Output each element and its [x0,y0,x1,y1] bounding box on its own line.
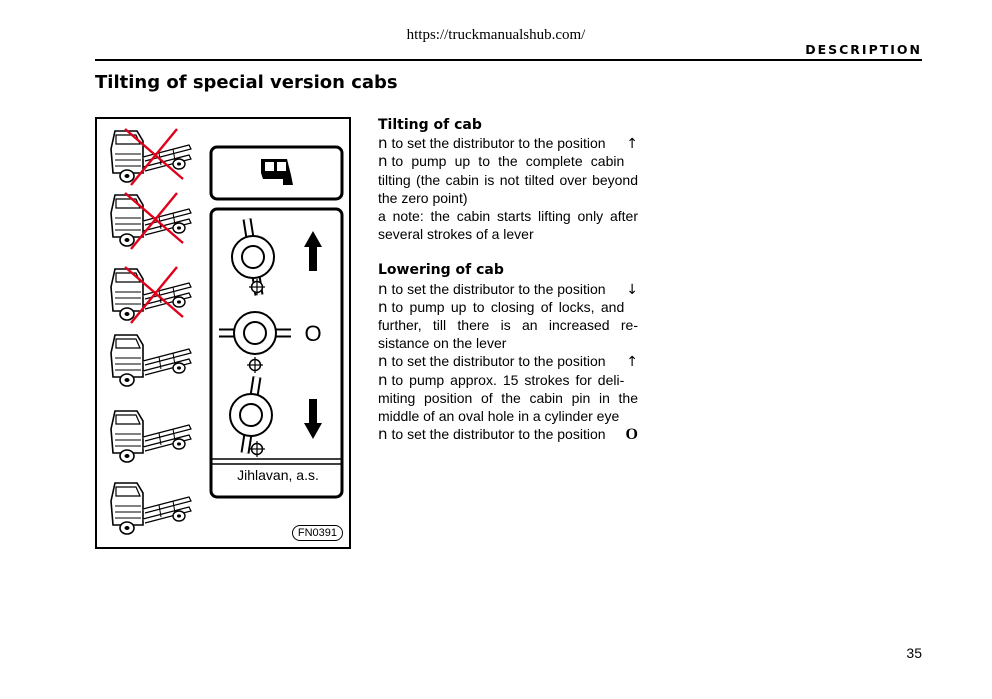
lever-position-panel [211,209,342,497]
list-item [378,152,638,207]
tilting-heading: Tilting of cab [378,117,482,133]
list-item-text: to pump approx. 15 strokes for deli-miting position of the cabin pin in the middle of an oval hole in a cylinder eye [378,371,638,425]
bullet-icon: n [378,134,388,153]
bullet-icon: n [378,370,388,389]
list-item-text: to set the distributor to the position [391,280,606,297]
bullet-icon: n [378,425,388,444]
list-item-text: to pump up to the complete cabin tilting (the cabin is not tilted over beyond the zero point) [378,153,638,206]
bullet-icon: n [378,352,388,371]
cab-tilted-icon [211,147,342,199]
truck-allowed-icon [111,411,191,462]
list-item-text: to set the distributor to the position [391,135,606,152]
instructions [378,116,638,444]
page-number: 35 [906,645,922,661]
truck-allowed-icon [111,483,191,534]
lowering-heading: Lowering of cab [378,262,504,279]
list-item [378,425,638,443]
list-item [378,134,638,152]
arrow-up-symbol: ↑ [626,136,638,153]
figure-drawing [97,119,353,551]
list-item [378,371,638,426]
bullet-icon: n [378,297,388,316]
bullet-icon: n [378,152,388,171]
figure-maker: Jihlavan, a.s. [237,467,319,483]
figure-cab-tilting [95,117,351,549]
truck-crossed-icon [111,193,191,249]
arrow-down-symbol: ↓ [626,281,638,298]
page-title: Tilting of special version cabs [95,72,398,93]
list-item [378,280,638,298]
zero-position-symbol: O [625,426,638,444]
arrow-up-symbol: ↑ [626,354,638,371]
list-item [378,352,638,370]
truck-crossed-icon [111,129,191,185]
neutral-position-label: O [304,321,322,346]
header-divider [95,59,922,61]
section-label: DESCRIPTION [805,42,922,57]
list-item-text: to pump up to closing of locks, and further, till there is an increased re-sistance on the lever [378,298,638,352]
figure-code: FN0391 [292,525,343,541]
tilting-note: a note: the cabin starts lifting only after several strokes of a lever [378,208,638,243]
list-item [378,298,638,353]
list-item-text: to set the distributor to the position [391,426,606,443]
truck-allowed-icon [111,335,191,386]
list-item-text: to set the distributor to the position [391,353,606,370]
source-url[interactable]: https://truckmanualshub.com/ [406,27,586,43]
truck-crossed-icon [111,267,191,323]
bullet-icon: n [378,279,388,298]
